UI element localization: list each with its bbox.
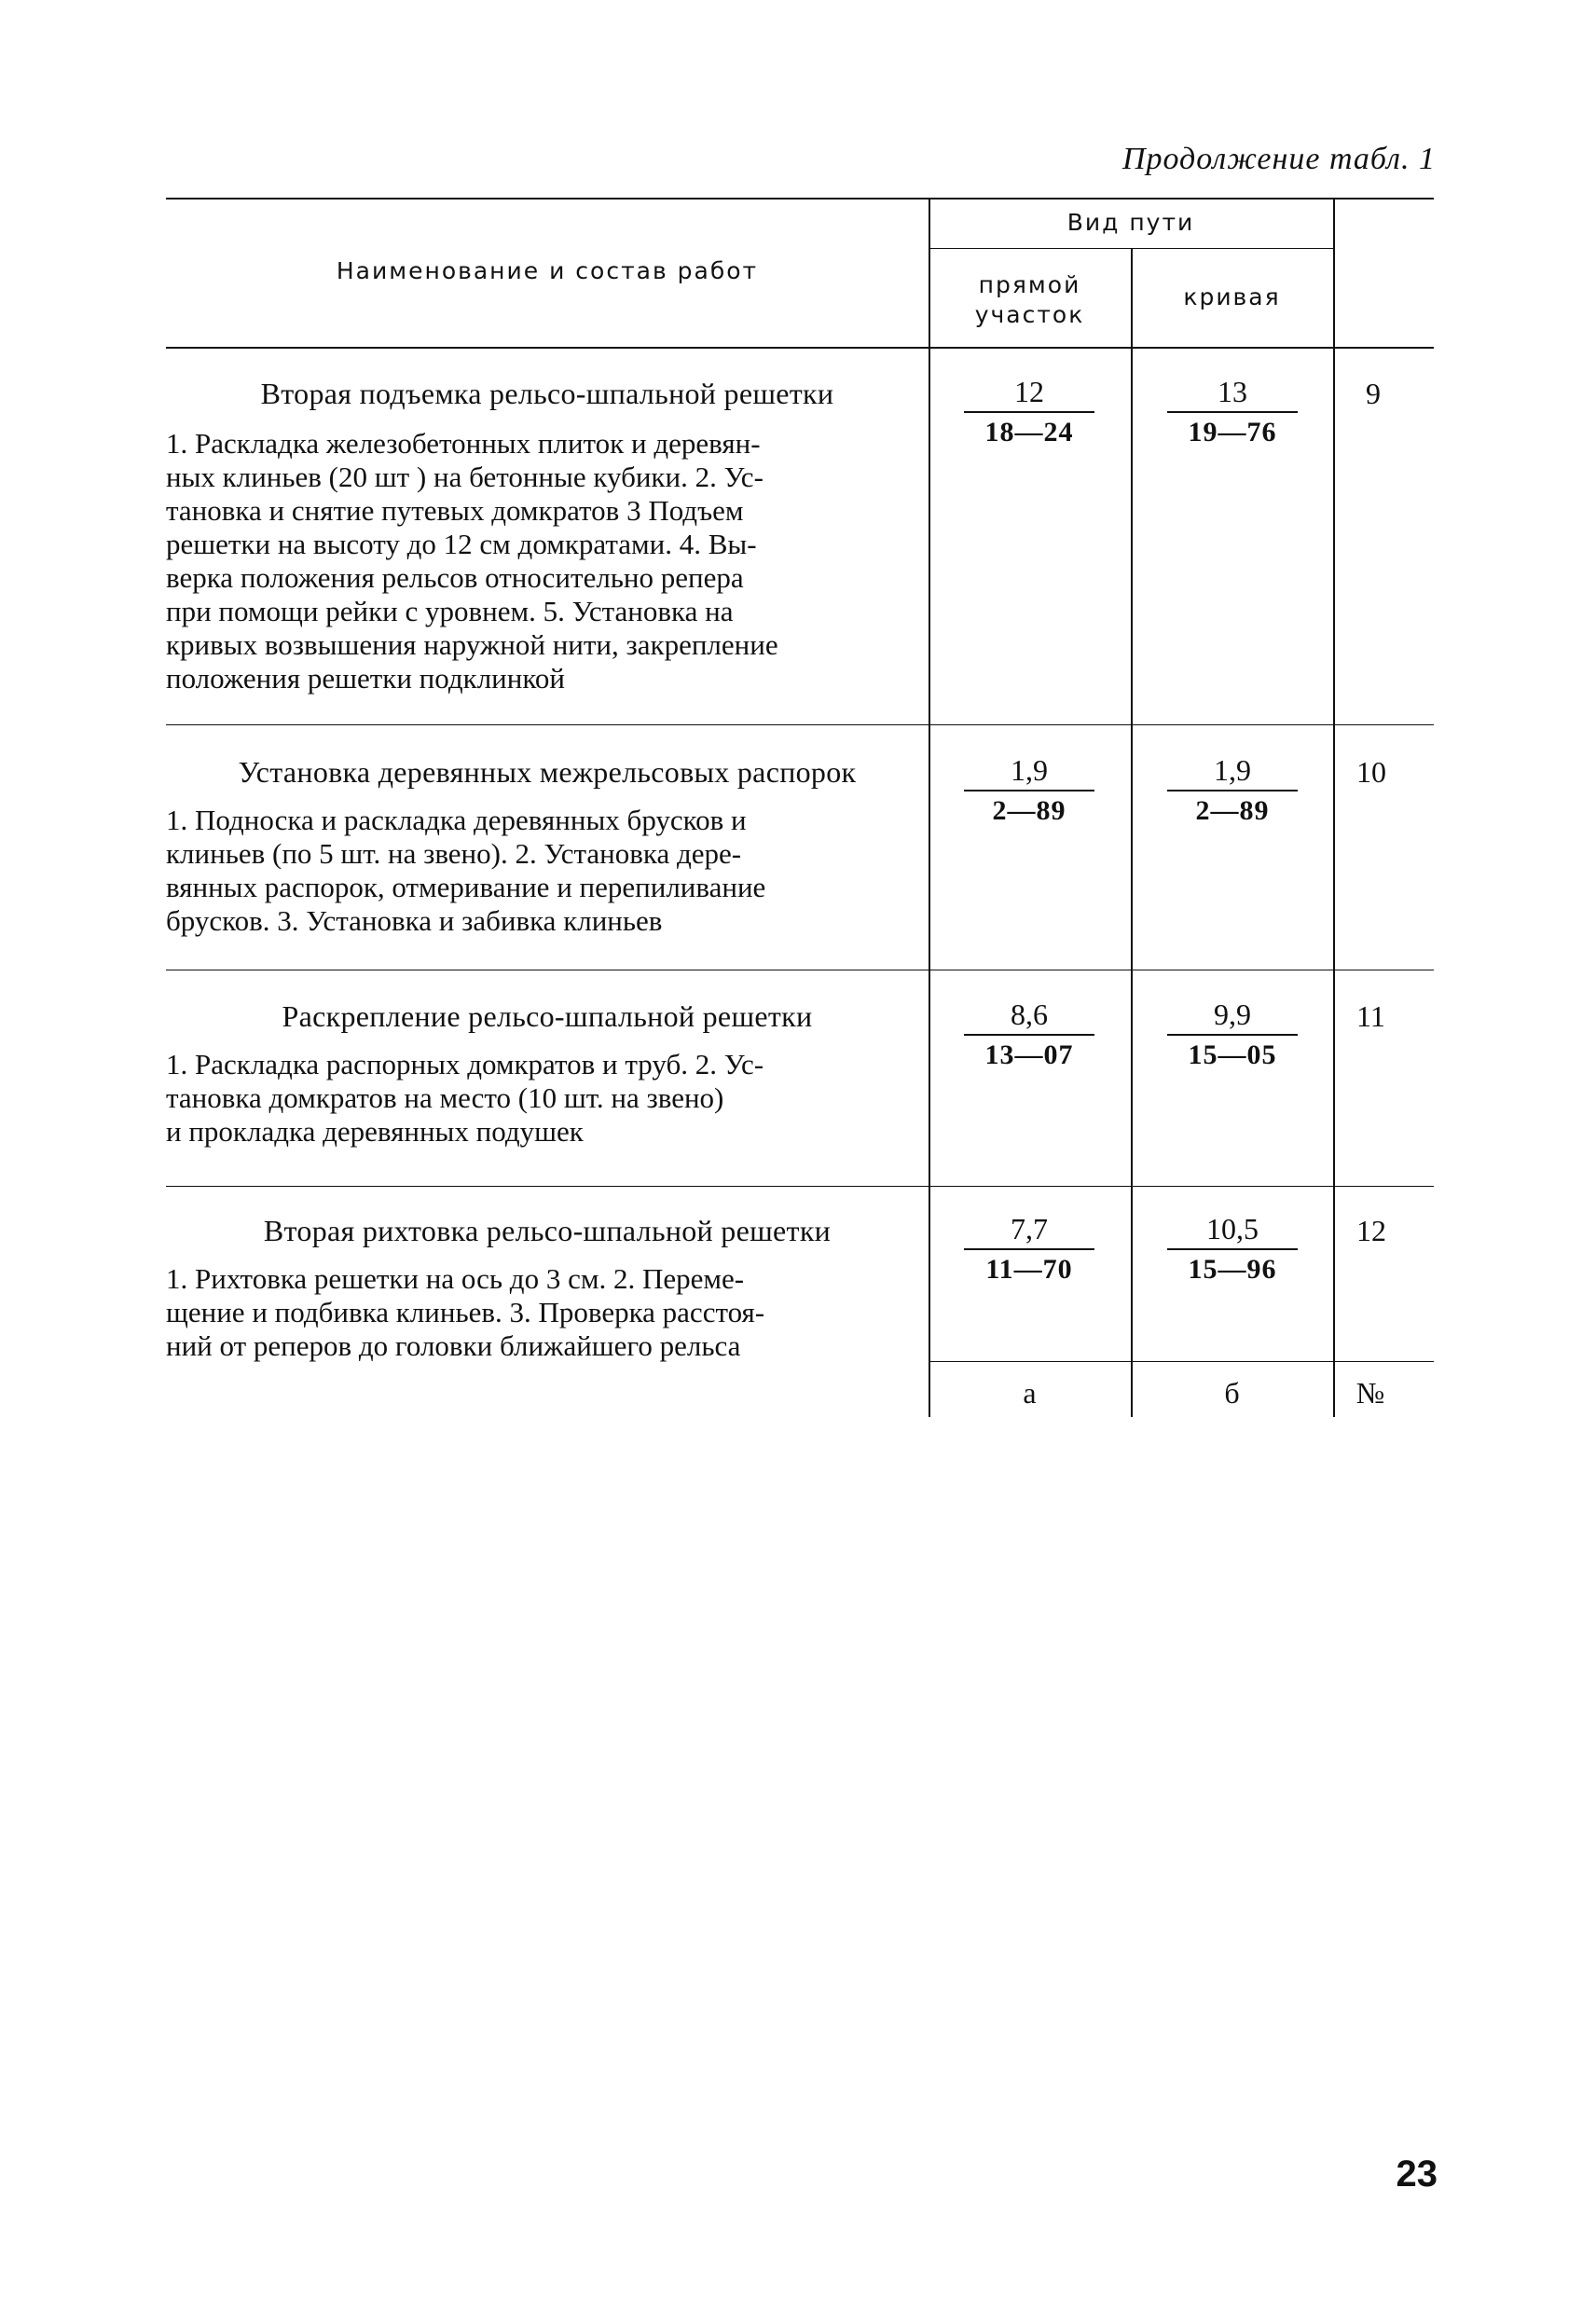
- row-3-title: Раскрепление рельсо-шпальной решетки: [282, 999, 813, 1033]
- row-3-number: 11: [1356, 999, 1385, 1033]
- header-bottom-rule: [166, 347, 1434, 349]
- table-continuation-label: Продолжение табл. 1: [1121, 142, 1436, 176]
- col-name-header: Наименование и состав работ: [336, 257, 759, 284]
- row-1-value-curve: $\frac{13}{19—76}$: [1167, 375, 1298, 448]
- row-4-title: Вторая рихтовка рельсо-шпальной решетки: [263, 1214, 832, 1247]
- col-b-left-rule: [1131, 248, 1133, 1417]
- row-3-description: 1. Раскладка распорных домкратов и труб. 2. Ус- тановка домкратов на место (10 шт. на звено) и прокладка деревянных подушек: [166, 1048, 764, 1148]
- row-4-description: 1. Рихтовка решетки на ось до 3 см. 2. Переме- щение и подбивка клиньев. 3. Проверка расстоя- ний от реперов до головки ближайшего рельса: [166, 1262, 765, 1362]
- row-4-value-straight: $\frac{7,7}{11—70}$: [964, 1212, 1094, 1286]
- col-b-header: кривая: [1183, 283, 1281, 310]
- table-top-rule: [166, 198, 1434, 200]
- row-1-number: 9: [1366, 377, 1381, 410]
- row-divider-1: [166, 724, 1434, 725]
- footer-col-b: б: [1224, 1376, 1240, 1410]
- row-4-value-curve: $\frac{10,5}{15—96}$: [1167, 1212, 1298, 1286]
- row-2-number: 10: [1356, 755, 1386, 789]
- row-2-description: 1. Подноска и раскладка деревянных брусков и клиньев (по 5 шт. на звено). 2. Установка дере- вянных распорок, отмеривание и перепиливание брусков. 3. Установка и забивка клиньев: [166, 804, 766, 937]
- col-a-left-rule: [929, 198, 930, 1417]
- row-4-number: 12: [1356, 1214, 1386, 1247]
- row-1-title: Вторая подъемка рельсо-шпальной решетки: [260, 377, 834, 410]
- col-no-left-rule: [1333, 198, 1335, 1417]
- footer-col-no: №: [1355, 1376, 1385, 1410]
- row-2-value-straight: $\frac{1,9}{2—89}$: [964, 753, 1094, 827]
- row-1-description: 1. Раскладка железобетонных плиток и деревян- ных клиньев (20 шт ) на бетонные кубики. 2. Ус- тановка и снятие путевых домкратов 3 Подъем решетки на высоту до 12 см домкратами. 4. Вы- верка положения рельсов относительно репера при помощи рейки с уровнем. 5. Установка на кривых возвышения наружной нити, закрепление положения решетки подклинкой: [166, 427, 778, 695]
- col-a-header: прямой участок: [974, 271, 1085, 328]
- row-2-title: Установка деревянных межрельсовых распорок: [238, 755, 857, 789]
- group-header-track-type: Вид пути: [1066, 209, 1195, 236]
- footer-top-rule: [929, 1361, 1434, 1362]
- page-number: 23: [1396, 2154, 1438, 2195]
- row-3-value-straight: $\frac{8,6}{13—07}$: [964, 998, 1094, 1071]
- row-2-value-curve: $\frac{1,9}{2—89}$: [1167, 753, 1298, 827]
- row-1-value-straight: $\frac{12}{18—24}$: [964, 375, 1094, 448]
- row-3-value-curve: $\frac{9,9}{15—05}$: [1167, 998, 1298, 1071]
- footer-col-a: а: [1023, 1376, 1037, 1410]
- row-divider-3: [166, 1186, 1434, 1187]
